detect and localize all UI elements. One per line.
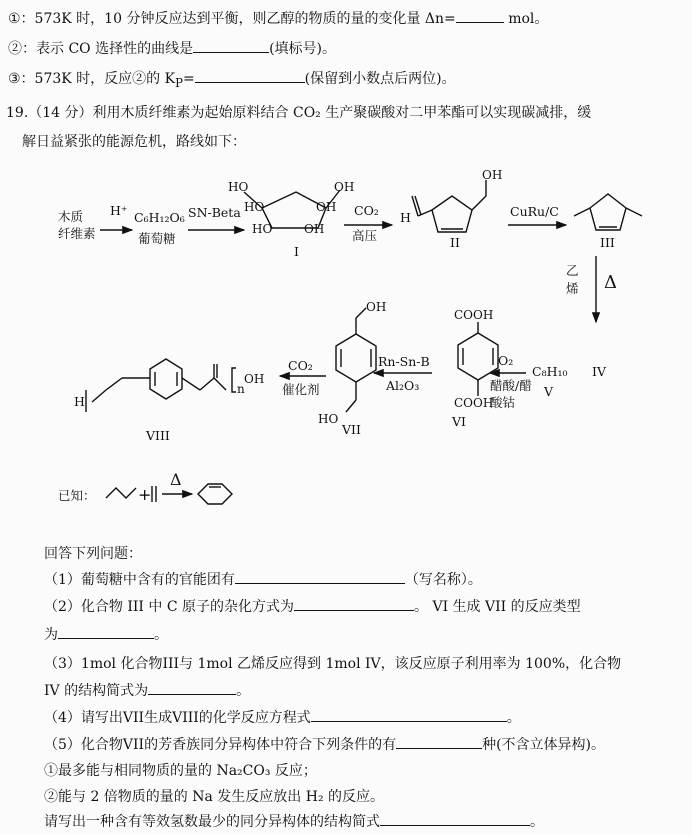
q1-text: ①：573K 时，10 分钟反应达到平衡，则乙醇的物质的量的变化量 Δn= bbox=[8, 11, 456, 27]
answer-blank[interactable] bbox=[294, 598, 414, 611]
question-6 bbox=[44, 811, 544, 831]
step3-reagent: CO₂ bbox=[354, 203, 379, 218]
question-line-1 bbox=[8, 8, 548, 28]
question-5 bbox=[44, 734, 605, 754]
q3-eq: = bbox=[182, 71, 195, 87]
q3-text: ③：573K 时，反应②的 K bbox=[8, 71, 176, 87]
question-2-text: （2）化合物 III 中 C 原子的杂化方式为 bbox=[44, 599, 295, 615]
cooh-top: COOH bbox=[454, 308, 494, 322]
step5-reagent: 乙烯 bbox=[566, 263, 579, 296]
poly-end-oh: OH bbox=[244, 372, 265, 386]
questions-intro: 回答下列问题： bbox=[44, 546, 142, 562]
question-line-3 bbox=[8, 68, 456, 90]
step6-reagent: O₂ bbox=[498, 353, 514, 368]
q1-unit: mol。 bbox=[508, 11, 549, 27]
condition-2: ②能与 2 倍物质的量的 Na 发生反应放出 H₂ 的反应。 bbox=[44, 789, 385, 805]
q3-sub: P bbox=[175, 75, 183, 90]
label-I: I bbox=[294, 244, 299, 259]
compound-II-ring bbox=[432, 196, 472, 232]
step8-reagent: CO₂ bbox=[288, 358, 313, 373]
label-IV: IV bbox=[592, 364, 606, 379]
start-label-2: 纤维素 bbox=[58, 226, 96, 241]
answer-blank[interactable] bbox=[235, 571, 405, 584]
plus-sign: + bbox=[138, 485, 152, 504]
q3-tail: (保留到小数点后两位)。 bbox=[304, 71, 456, 87]
compound-VII-ring bbox=[336, 334, 376, 382]
reaction-scheme bbox=[0, 150, 692, 510]
butadiene-shape bbox=[106, 488, 136, 498]
question-1 bbox=[44, 569, 482, 589]
answer-blank[interactable] bbox=[396, 736, 482, 749]
cooh-bottom: COOH bbox=[454, 396, 494, 410]
known-label: 已知： bbox=[58, 488, 96, 503]
question-line-2 bbox=[8, 38, 336, 58]
oh-I-5: HO bbox=[252, 222, 273, 236]
known-heat: Δ bbox=[170, 470, 182, 489]
step8-condition: 催化剂 bbox=[282, 382, 320, 397]
step6-condition: 醋酸/醋酸钴 bbox=[490, 378, 532, 410]
label-III: III bbox=[600, 235, 615, 250]
step4-reagent: CuRu/C bbox=[510, 204, 559, 219]
answer-blank[interactable] bbox=[193, 40, 269, 53]
oh-I-1: HO bbox=[228, 180, 249, 194]
glucose-formula: C₆H₁₂O₆ bbox=[134, 210, 185, 225]
oh-I-6: OH bbox=[304, 222, 325, 236]
answer-blank[interactable] bbox=[456, 10, 504, 23]
oh-I-3: HO bbox=[244, 200, 265, 214]
label-VIII: VIII bbox=[146, 428, 170, 443]
question-1-tail: （写名称）。 bbox=[404, 572, 482, 588]
step2-reagent: SN-Beta bbox=[188, 205, 241, 220]
aldehyde-h: H bbox=[400, 210, 411, 225]
answer-blank[interactable] bbox=[311, 709, 507, 722]
q2-tail: (填标号)。 bbox=[269, 41, 337, 57]
step7-condition: Al₂O₃ bbox=[386, 378, 420, 393]
q19-title-line1: 19.（14 分）利用木质纤维素为起始原料结合 CO₂ 生产聚碳酸对二甲苯酯可以实现碳减排，缓 bbox=[6, 105, 592, 121]
poly-end-h: H bbox=[74, 394, 85, 409]
question-1-text: （1）葡萄糖中含有的官能团有 bbox=[44, 572, 235, 588]
question-5-text: （5）化合物VII的芳香族同分异构体中符合下列条件的有 bbox=[44, 737, 397, 753]
label-V: V bbox=[544, 384, 554, 399]
question-3: （3）1mol 化合物III与 1mol 乙烯反应得到 1mol IV，该反应原子利用率为 100%，化合物 bbox=[44, 656, 622, 672]
answer-blank[interactable] bbox=[195, 70, 305, 83]
step5-heat: Δ bbox=[604, 272, 617, 293]
question-4-tail: 。 bbox=[506, 710, 521, 726]
answer-blank[interactable] bbox=[58, 626, 154, 639]
question-3-text-b: IV 的结构简式为 bbox=[44, 683, 149, 699]
question-3-cont bbox=[44, 680, 250, 700]
question-2 bbox=[44, 596, 581, 616]
question-4-text: （4）请写出VII生成VIII的化学反应方程式 bbox=[44, 710, 311, 726]
glucose-name: 葡萄糖 bbox=[138, 231, 176, 246]
oh-VII-top: OH bbox=[366, 300, 387, 314]
step1-reagent: H⁺ bbox=[110, 203, 128, 218]
label-VII: VII bbox=[342, 422, 361, 437]
oh-I-2: OH bbox=[334, 180, 355, 194]
start-label-1: 木质 bbox=[58, 209, 84, 224]
question-2-cont bbox=[44, 624, 168, 644]
question-3-tail: 。 bbox=[236, 683, 251, 699]
question-4 bbox=[44, 707, 521, 727]
question-2-text-b: 。 VI 生成 VII 的反应类型 bbox=[414, 599, 581, 615]
step7-reagent: Rn-Sn-B bbox=[378, 354, 430, 369]
label-VI: VI bbox=[452, 414, 466, 429]
formula-V: C₈H₁₀ bbox=[532, 364, 568, 379]
question-6-text: 请写出一种含有等效氢数最少的同分异构体的结构简式 bbox=[44, 814, 380, 830]
question-6-tail: 。 bbox=[530, 814, 544, 830]
question-5-tail: 种(不含立体异构)。 bbox=[482, 737, 606, 753]
q2-text: ②：表示 CO 选择性的曲线是 bbox=[8, 41, 194, 57]
question-2-text-c: 为 bbox=[44, 627, 58, 643]
q19-title-line2: 解日益紧张的能源危机，路线如下： bbox=[22, 134, 246, 150]
step3-condition: 高压 bbox=[352, 228, 378, 243]
oh-II: OH bbox=[482, 168, 503, 182]
oh-VII-bottom: HO bbox=[318, 412, 339, 426]
oh-I-4: OH bbox=[316, 200, 337, 214]
answer-blank[interactable] bbox=[380, 813, 530, 826]
condition-1: ①最多能与相同物质的量的 Na₂CO₃ 反应； bbox=[44, 763, 317, 779]
poly-n: n bbox=[237, 382, 245, 396]
question-2-tail: 。 bbox=[154, 627, 168, 643]
label-II: II bbox=[450, 235, 460, 250]
compound-III-ring bbox=[590, 194, 626, 230]
answer-blank[interactable] bbox=[148, 682, 236, 695]
